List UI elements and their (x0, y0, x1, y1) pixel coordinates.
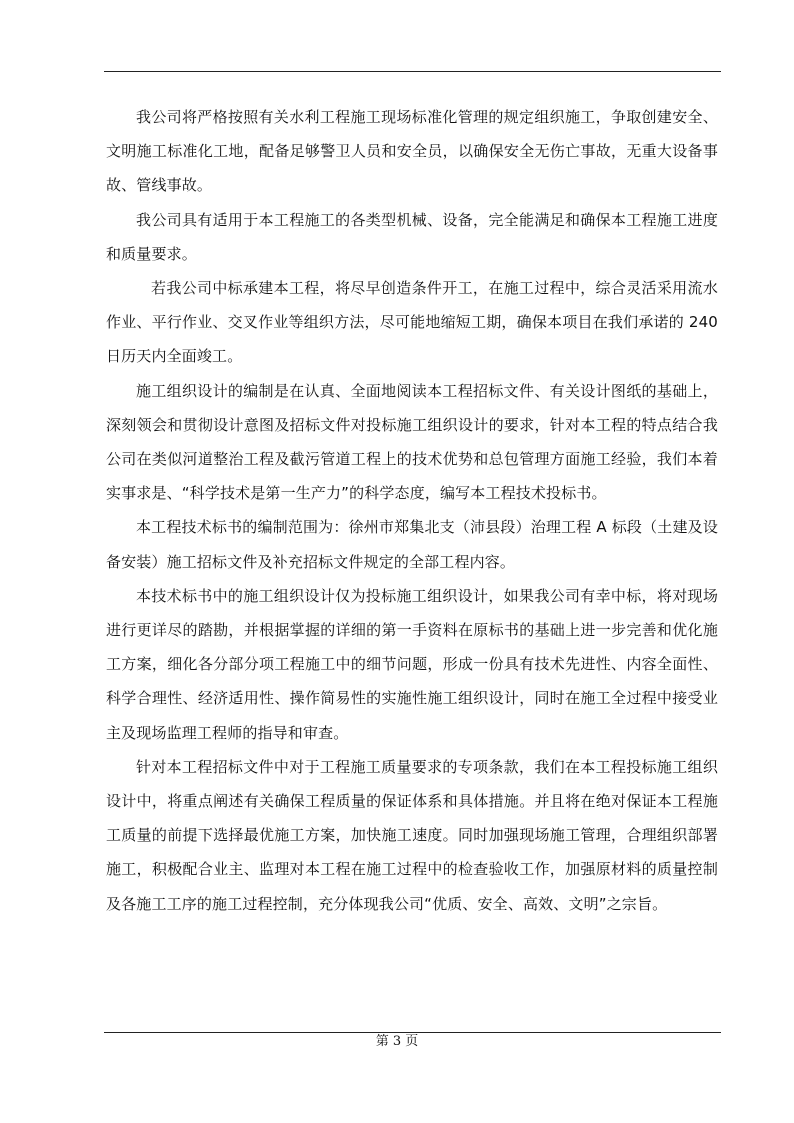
paragraph-schedule: 若我公司中标承建本工程，将尽早创造条件开工，在施工过程中，综合灵活采用流水作业、平行作业、交叉作业等组织方法，尽可能地缩短工期，确保本项目在我们承诺的 240 日历天内全面竣工。 (106, 279, 718, 366)
page-number: 第 3 页 (375, 1034, 419, 1049)
header-rule (104, 71, 721, 72)
paragraph-safety: 我公司将严格按照有关水利工程施工现场标准化管理的规定组织施工，争取创建安全、文明施工标准化工地，配备足够警卫人员和安全员，以确保安全无伤亡事故，无重大设备事故、管线事故。 (106, 108, 718, 195)
footer-rule (104, 1032, 721, 1033)
paragraph-quality: 针对本工程招标文件中对于工程施工质量要求的专项条款，我们在本工程投标施工组织设计中，将重点阐述有关确保工程质量的保证体系和具体措施。并且将在绝对保证本工程施工质量的前提下选择最优施工方案，加快施工速度。同时加强现场施工管理，合理组织部署施工，积极配合业主、监理对本工程在施工过程中的检查验收工作，加强原材料的质量控制及各施工工序的施工过程控制，充分体现我公司“优质、安全、高效、文明”之宗旨。 (106, 757, 718, 913)
paragraph-bid-design: 本技术标书中的施工组织设计仅为投标施工组织设计，如果我公司有幸中标，将对现场进行更详尽的踏勘，并根据掌握的详细的第一手资料在原标书的基础上进一步完善和优化施工方案，细化各分部分项工程施工中的细节问题，形成一份具有技术先进性、内容全面性、科学合理性、经济适用性、操作简易性的实施性施工组织设计，同时在施工全过程中接受业主及现场监理工程师的指导和审查。 (106, 586, 718, 742)
paragraph-equipment: 我公司具有适用于本工程施工的各类型机械、设备，完全能满足和确保本工程施工进度和质量要求。 (106, 210, 718, 263)
paragraph-design-basis: 施工组织设计的编制是在认真、全面地阅读本工程招标文件、有关设计图纸的基础上，深刻领会和贯彻设计意图及招标文件对投标施工组织设计的要求，针对本工程的特点结合我公司在类似河道整治工程及截污管道工程上的技术优势和总包管理方面施工经验，我们本着实事求是、“科学技术是第一生产力”的科学态度，编写本工程技术投标书。 (106, 381, 718, 503)
body-text (106, 100, 718, 921)
paragraph-scope: 本工程技术标书的编制范围为：徐州市郑集北支（沛县段）治理工程 A 标段（土建及设备安装）施工招标文件及补充招标文件规定的全部工程内容。 (106, 518, 718, 571)
